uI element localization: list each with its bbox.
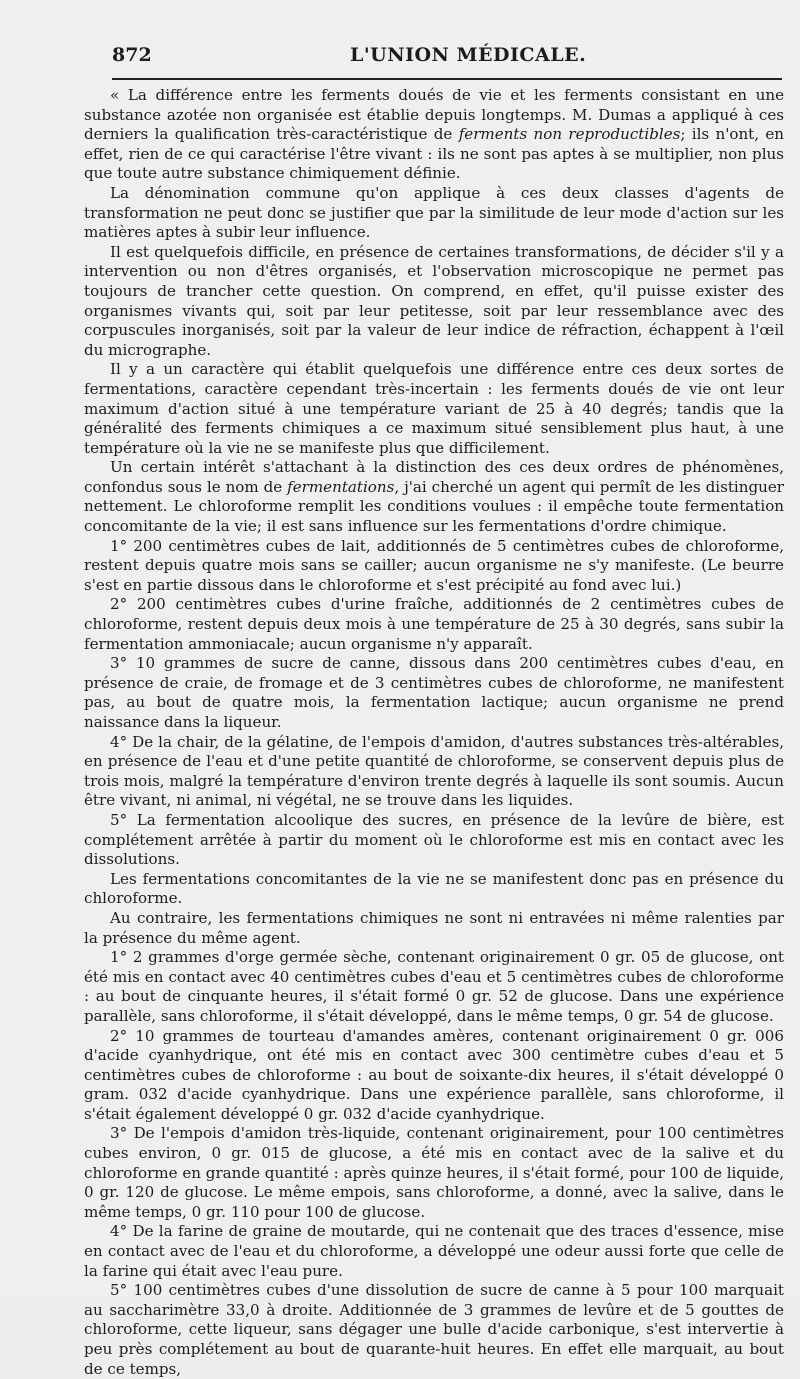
paragraph-text: « La différence entre les ferments doués de vie et les ferments consistant en une substance azotée non organisée est établie depuis longtemps. M. Dumas a appliqué à ces derniers la qualification très-caractéristique de: [84, 86, 784, 144]
paragraph: [84, 86, 784, 184]
page-header: [112, 44, 782, 74]
paragraph: La dénomination commune qu'on applique à ces deux classes d'agents de transformation ne peut donc se justifier que par la similitude de leur mode d'action sur les matières aptes à subir leur influence.: [84, 183, 784, 242]
paragraph: 3° 10 grammes de sucre de canne, dissous dans 200 centimètres cubes d'eau, en présence de craie, de fromage et de 3 centimètres cubes de chloroforme, ne manifestent pas, au bout de quatre mois, la fermentation lactique; aucun organisme ne prend naissance dans la liqueur.: [84, 654, 784, 731]
article-body: [84, 86, 784, 1379]
paragraph: 4° De la chair, de la gélatine, de l'empois d'amidon, d'autres substances très-altérables, en présence de l'eau et d'une petite quantité de chloroforme, se conservent depuis plus de trois mois, malgré la température d'environ trente degrés à laquelle ils sont soumis. Aucun être vivant, ni animal, ni végétal, ne se trouve dans les liquides.: [84, 732, 784, 810]
paragraph: 2° 10 grammes de tourteau d'amandes amères, contenant originairement 0 gr. 006 d'acide cyanhydrique, ont été mis en contact avec 300 centimètre cubes d'eau et 5 centimètres cubes de chloroforme : au bout de soixante-dix heures, il s'était développé 0 gram. 032 d'acide cyanhydrique. Dans une expérience parallèle, sans chloroforme, il s'était également développé 0 gr. 032 d'acide cyanhydrique.: [84, 1026, 784, 1123]
paragraph-text: Un certain intérêt s'attachant à la distinction des ces deux ordres de phénomènes, confondus sous le nom de: [84, 458, 784, 496]
paragraph-text: ; ils n'ont, en effet, rien de ce qui caractérise l'être vivant : ils ne sont pas aptes à se multiplier, non plus que toute autre substance chimiquement définie.: [84, 125, 785, 183]
paragraph: Au contraire, les fermentations chimiques ne sont ni entravées ni même ralenties par la présence du même agent.: [84, 908, 784, 947]
paragraph: Les fermentations concomitantes de la vie ne se manifestent donc pas en présence du chloroforme.: [84, 869, 784, 908]
running-title: L'UNION MÉDICALE.: [350, 44, 587, 66]
header-rule: [112, 78, 782, 80]
paragraph: 2° 200 centimètres cubes d'urine fraîche, additionnés de 2 centimètres cubes de chloroforme, restent depuis deux mois à une température de 25 à 30 degrés, sans subir la fermentation ammoniacale; aucun organisme n'y apparaît.: [84, 595, 784, 653]
paragraph: 5° 100 centimètres cubes d'une dissolution de sucre de canne à 5 pour 100 marquait au saccharimètre 33,0 à droite. Additionnée de 3 grammes de levûre et de 5 gouttes de chloroforme, cette liqueur, sans dégager une bulle d'acide carbonique, s'est intervertie à peu près complétement au bout de quarante-huit heures. En effet elle marquait, au bout de ce temps,: [84, 1281, 784, 1378]
paragraph: Il est quelquefois difficile, en présence de certaines transformations, de décider s'il y a intervention ou non d'êtres organisés, et l'observation microscopique ne permet pas toujours de trancher cette question. On comprend, en effet, qu'il puisse exister des organismes vivants qui, soit par leur petitesse, soit par leur ressemblance avec des corpuscules inorganisés, soit par la valeur de leur indice de réfraction, échappent à l'œil du micrographe.: [84, 242, 784, 359]
paragraph: 3° De l'empois d'amidon très-liquide, contenant originairement, pour 100 centimètres cubes environ, 0 gr. 015 de glucose, a été mis en contact avec de la salive et du chloroforme en grande quantité : après quinze heures, il s'était formé, pour 100 de liquide, 0 gr. 120 de glucose. Le même empois, sans chloroforme, a donné, avec la salive, dans le même temps, 0 gr. 110 pour 100 de glucose.: [84, 1124, 784, 1221]
paragraph: 1° 2 grammes d'orge germée sèche, contenant originairement 0 gr. 05 de glucose, ont été mis en contact avec 40 centimètres cubes d'eau et 5 centimètres cubes de chloroforme : au bout de cinquante heures, il s'était formé 0 gr. 52 de glucose. Dans une expérience parallèle, sans chloroforme, il s'était développé, dans le même temps, 0 gr. 54 de glucose.: [84, 948, 784, 1025]
paragraph: 4° De la farine de graine de moutarde, qui ne contenait que des traces d'essence, mise en contact avec de l'eau et du chloroforme, a développé une odeur aussi forte que celle de la farine qui était avec l'eau pure.: [84, 1222, 784, 1280]
paragraph-text: , j'ai cherché un agent qui permît de les distinguer nettement. Le chloroforme remplit les conditions voulues : il empêche toute fermentation concomitante de la vie; il est sans influence sur les fermentations d'ordre chimique.: [84, 477, 784, 536]
paragraph: 5° La fermentation alcoolique des sucres, en présence de la levûre de bière, est complétement arrêtée à partir du moment où le chloroforme est mis en contact avec les dissolutions.: [84, 810, 784, 869]
paragraph: 1° 200 centimètres cubes de lait, additionnés de 5 centimètres cubes de chloroforme, restent depuis quatre mois sans se cailler; aucun organisme ne s'y manifeste. (Le beurre s'est en partie dissous dans le chloroforme et s'est précipité au fond avec lui.): [84, 536, 784, 594]
emphasis-text: ferments non reproductibles: [458, 125, 681, 144]
paragraph: Il y a un caractère qui établit quelquefois une différence entre ces deux sortes de fermentations, caractère cependant très-incertain : les ferments doués de vie ont leur maximum d'action situé à une température variant de 25 à 40 degrés; tandis que la généralité des ferments chimiques a ce maximum situé sensiblement plus haut, à une température où la vie ne se manifeste plus que difficilement.: [84, 360, 784, 457]
page-number: 872: [112, 44, 152, 66]
emphasis-text: fermentations: [287, 477, 395, 496]
paragraph: [84, 458, 784, 536]
